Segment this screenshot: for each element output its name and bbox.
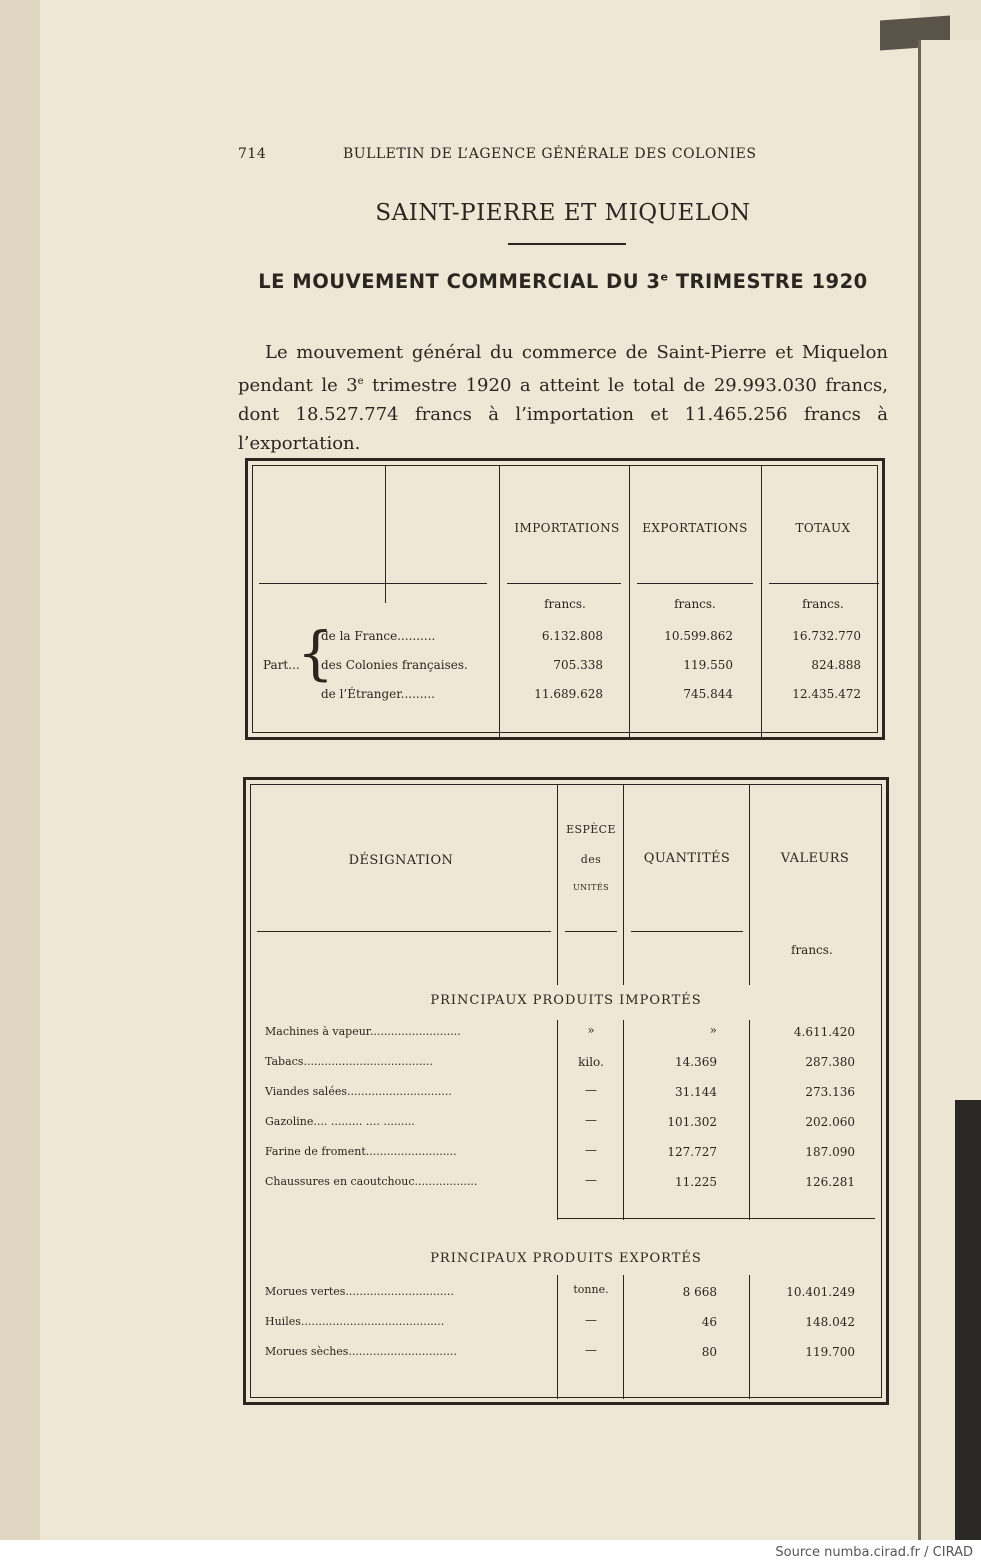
- group-label: Part...: [263, 658, 300, 672]
- unit-exports: francs.: [674, 597, 716, 611]
- col-header-valeurs: VALEURS: [780, 851, 850, 866]
- row-label: des Colonies françaises.: [321, 658, 468, 672]
- col-header-quantites: QUANTITÉS: [643, 851, 731, 866]
- page-number: 714: [238, 146, 267, 162]
- cell-value: 824.888: [811, 658, 861, 672]
- import-value: 287.380: [805, 1055, 855, 1069]
- cell-value: 10.599.862: [664, 629, 733, 643]
- export-item: Huiles.........................................: [265, 1315, 445, 1328]
- unit-imports: francs.: [544, 597, 586, 611]
- import-qty: 11.225: [675, 1175, 717, 1189]
- import-item: Tabacs.....................................: [265, 1055, 433, 1068]
- import-qty: 127.727: [667, 1145, 717, 1159]
- section-imports-title: PRINCIPAUX PRODUITS IMPORTÉS: [430, 993, 702, 1008]
- running-title: BULLETIN DE L’AGENCE GÉNÉRALE DES COLONIES: [343, 146, 757, 162]
- import-unit: —: [585, 1173, 597, 1187]
- export-value: 148.042: [805, 1315, 855, 1329]
- export-value: 119.700: [805, 1345, 855, 1359]
- col-header-exports: EXPORTATIONS: [642, 521, 748, 535]
- cell-value: 705.338: [553, 658, 603, 672]
- export-qty: 80: [701, 1345, 717, 1359]
- import-item: Gazoline.... ......... .... .........: [265, 1115, 415, 1128]
- section-subtitle: LE MOUVEMENT COMMERCIAL DU 3e TRIMESTRE 1920: [258, 270, 868, 293]
- export-qty: 8 668: [682, 1285, 717, 1299]
- import-qty: 101.302: [667, 1115, 717, 1129]
- cell-value: 12.435.472: [792, 687, 861, 701]
- import-qty: 31.144: [675, 1085, 717, 1099]
- source-credit: Source numba.cirad.fr / CIRAD: [775, 1545, 973, 1560]
- products-table: [243, 777, 889, 1405]
- export-unit: —: [585, 1313, 597, 1327]
- import-qty: »: [709, 1023, 717, 1037]
- cell-value: 11.689.628: [534, 687, 603, 701]
- trade-summary-table: [245, 458, 885, 740]
- col-header-espece: ESPÈCE: [566, 823, 616, 836]
- col-header-totals: TOTAUX: [795, 521, 851, 535]
- brace: {: [297, 619, 334, 687]
- title-rule: [508, 243, 626, 245]
- cell-value: 119.550: [683, 658, 733, 672]
- export-qty: 46: [701, 1315, 717, 1329]
- book-cover-edge: [955, 1100, 981, 1540]
- export-item: Morues sèches...............................: [265, 1345, 457, 1358]
- import-item: Farine de froment..........................: [265, 1145, 457, 1158]
- import-unit: —: [585, 1083, 597, 1097]
- import-qty: 14.369: [675, 1055, 717, 1069]
- import-item: Viandes salées..............................: [265, 1085, 452, 1098]
- col-header-unites: UNITÉS: [573, 883, 609, 892]
- unit-valeurs: francs.: [791, 943, 833, 957]
- import-item: Machines à vapeur..........................: [265, 1025, 461, 1038]
- import-value: 202.060: [805, 1115, 855, 1129]
- cell-value: 6.132.808: [541, 629, 603, 643]
- import-item: Chaussures en caoutchouc..................: [265, 1175, 478, 1188]
- import-value: 126.281: [805, 1175, 855, 1189]
- unit-totals: francs.: [802, 597, 844, 611]
- cell-value: 16.732.770: [792, 629, 861, 643]
- page-title: SAINT-PIERRE ET MIQUELON: [375, 200, 751, 226]
- col-header-designation: DÉSIGNATION: [348, 853, 454, 868]
- import-value: 4.611.420: [793, 1025, 855, 1039]
- export-item: Morues vertes...............................: [265, 1285, 454, 1298]
- import-unit: —: [585, 1143, 597, 1157]
- row-label: de la France..........: [321, 629, 436, 643]
- import-value: 273.136: [805, 1085, 855, 1099]
- import-unit: kilo.: [578, 1055, 604, 1069]
- col-header-imports: IMPORTATIONS: [514, 521, 620, 535]
- col-header-espece-des: des: [580, 853, 602, 866]
- export-value: 10.401.249: [786, 1285, 855, 1299]
- export-unit: —: [585, 1343, 597, 1357]
- export-unit: tonne.: [573, 1283, 609, 1296]
- section-exports-title: PRINCIPAUX PRODUITS EXPORTÉS: [430, 1251, 702, 1266]
- cell-value: 745.844: [683, 687, 733, 701]
- row-label: de l’Étranger.........: [321, 687, 435, 701]
- intro-paragraph: Le mouvement général du commerce de Saint-Pierre et Miquelon pendant le 3e trimestre 1920 a atteint le total de 29.993.030 francs, dont 18.527.774 francs à l’importation et 11.465.256 francs à l’exportation.: [238, 342, 888, 454]
- import-unit: —: [585, 1113, 597, 1127]
- import-unit: »: [587, 1023, 595, 1037]
- import-value: 187.090: [805, 1145, 855, 1159]
- left-gutter: [0, 0, 41, 1540]
